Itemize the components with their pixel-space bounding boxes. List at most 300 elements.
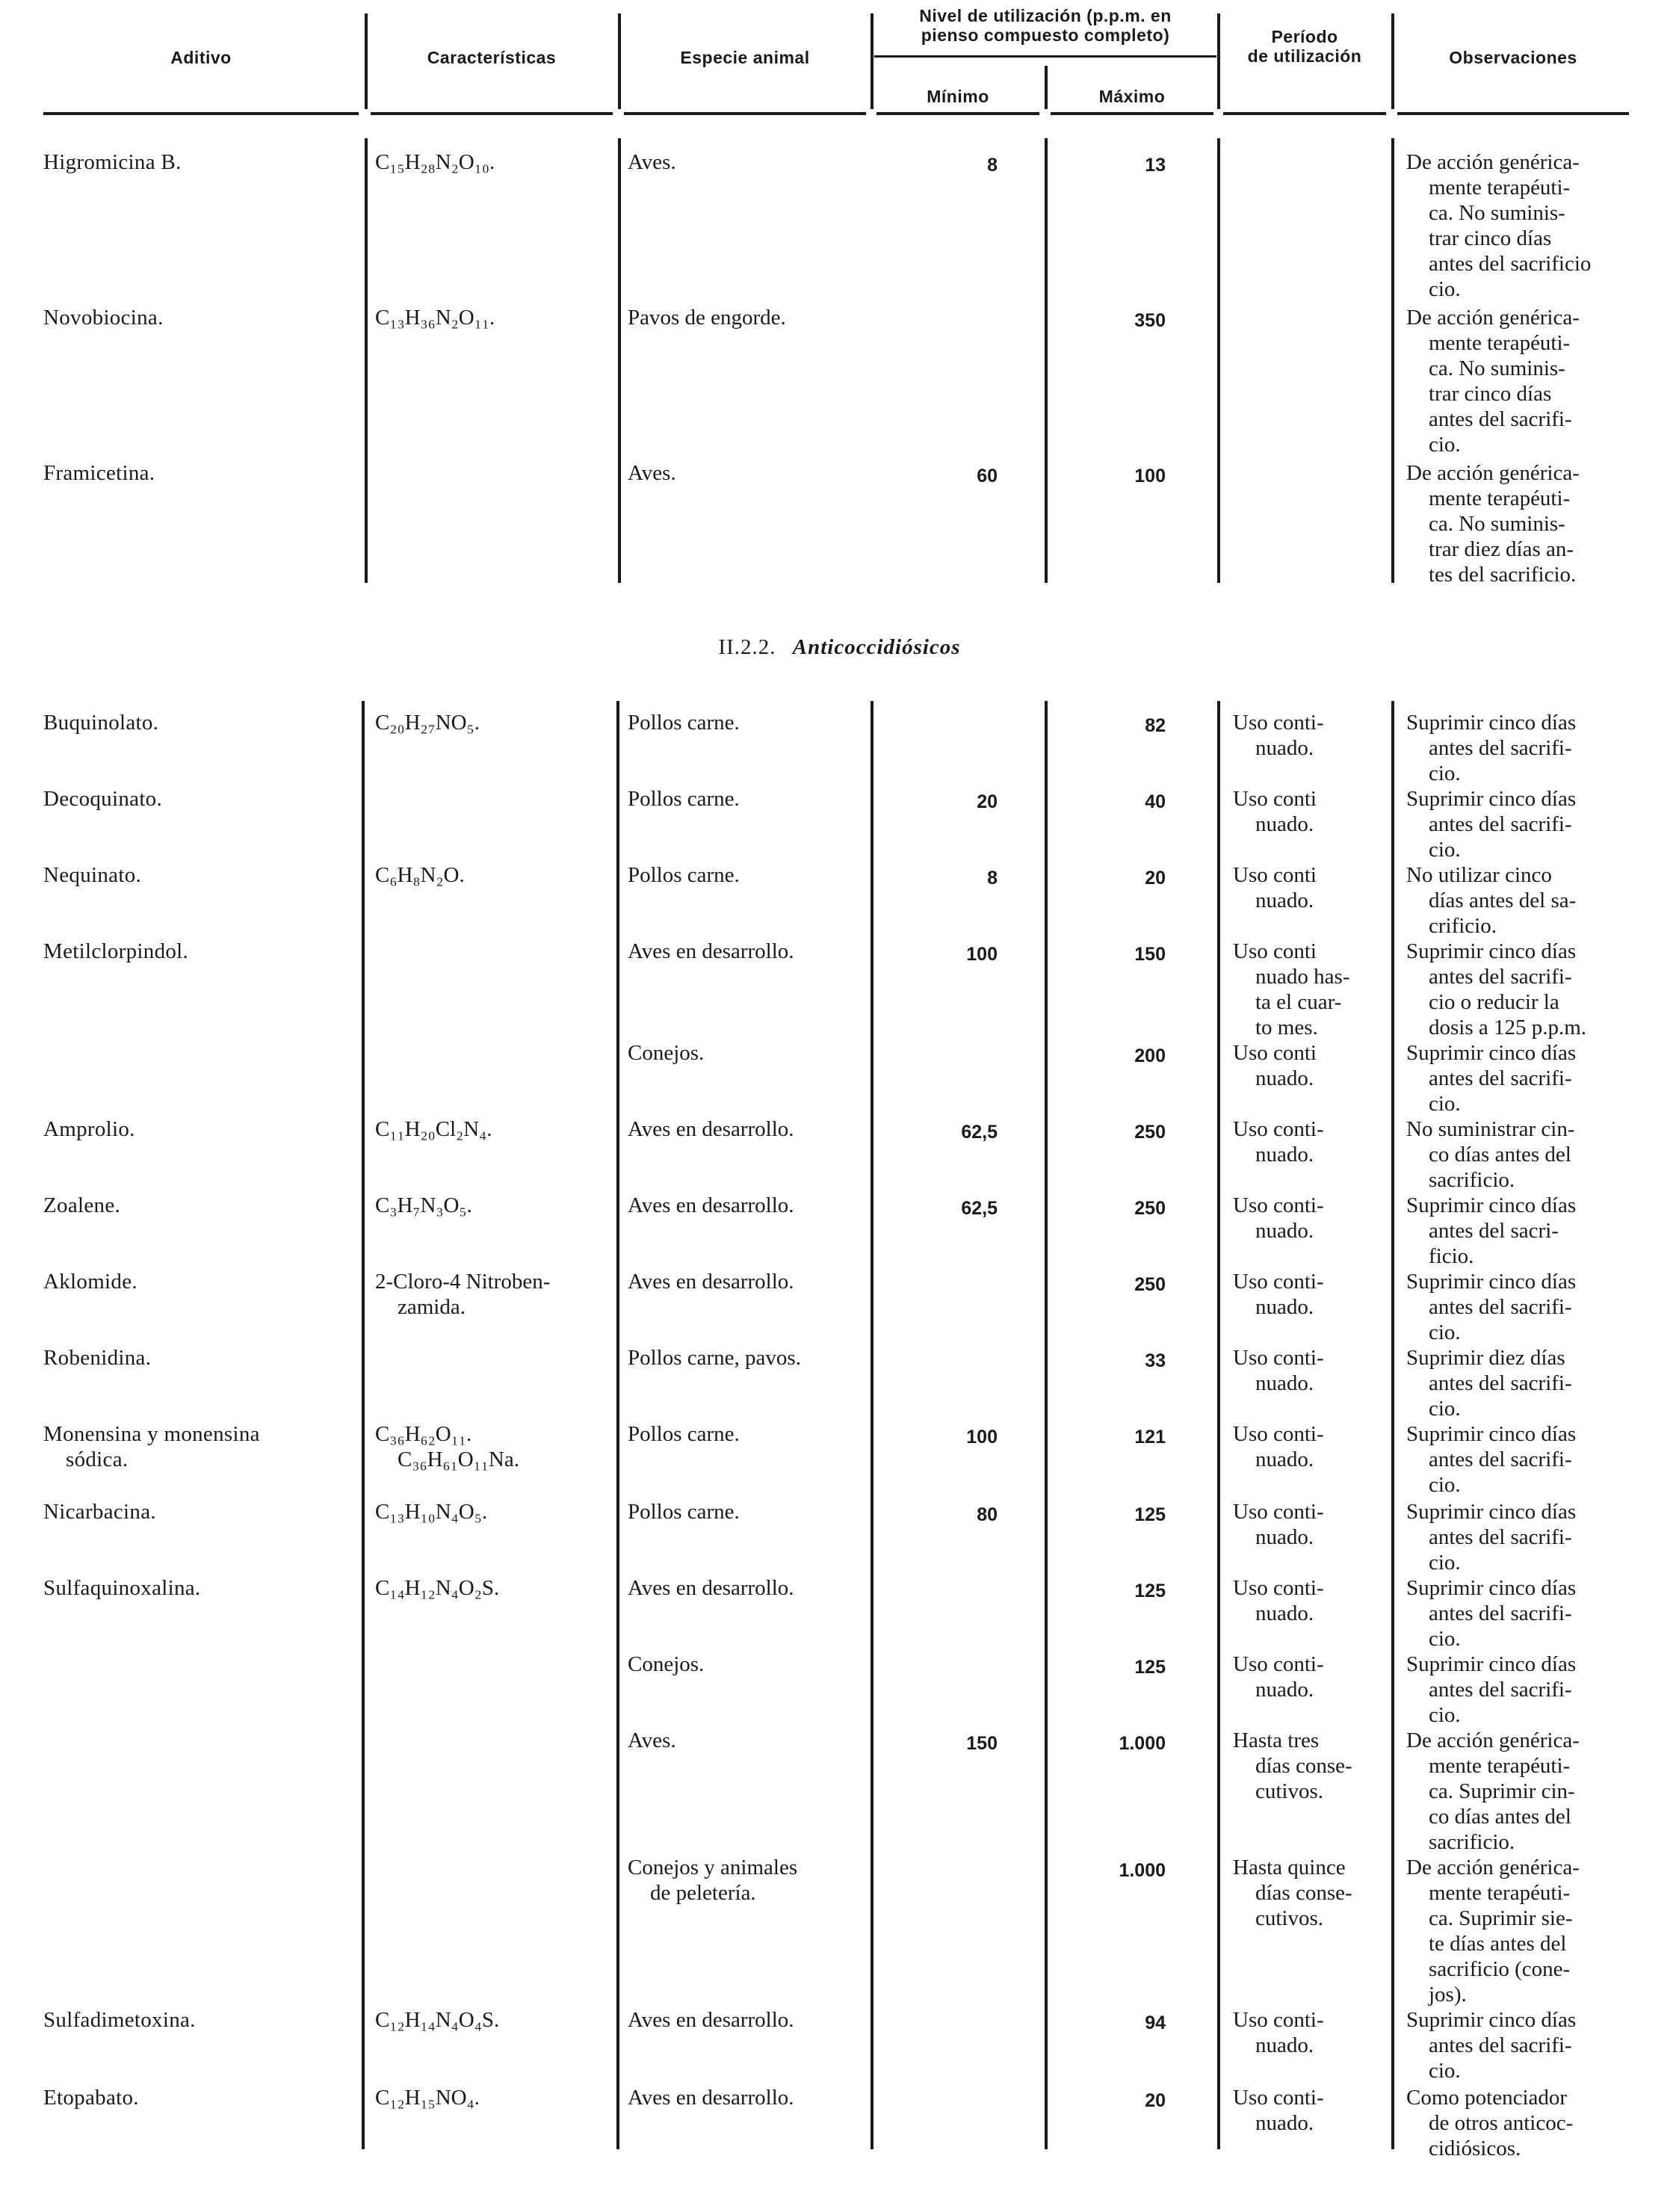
aditivo-line: Metilclorpindol.	[43, 939, 189, 963]
cell-aditivo	[43, 786, 357, 812]
periodo-line: nuado.	[1255, 1678, 1314, 1702]
cell-especie: Aves.	[628, 150, 676, 174]
cell-caracteristicas	[375, 710, 614, 735]
header-rule	[1217, 13, 1220, 109]
observaciones-line: cidiósicos.	[1429, 2137, 1521, 2160]
especie-line: Pollos carne.	[628, 787, 740, 811]
cell-maximo: 13	[1145, 155, 1166, 176]
cell-aditivo	[43, 1345, 357, 1371]
especie-line: de peletería.	[650, 1881, 756, 1905]
observaciones-line: mente terapéuti-	[1429, 176, 1571, 200]
observaciones-line: antes del sacrifi-	[1429, 1371, 1572, 1395]
cell-caracteristicas	[375, 862, 614, 888]
cell-maximo: 100	[1134, 466, 1166, 486]
aditivo-line: Nicarbacina.	[43, 1500, 156, 1524]
header-especie: Especie animal	[680, 48, 810, 67]
observaciones-line: ca. Suprimir cin-	[1429, 1779, 1575, 1803]
observaciones-line: días antes del sa-	[1429, 889, 1577, 912]
caracteristicas-line: C₁₂H₁₅NO₄.	[375, 2086, 480, 2110]
cell-minimo: 80	[977, 1504, 998, 1525]
cell-observaciones	[1406, 862, 1645, 939]
header-rule	[1391, 13, 1394, 109]
periodo-line: Uso conti-	[1233, 1270, 1324, 1294]
observaciones-line: mente terapéuti-	[1429, 1754, 1571, 1778]
cell-periodo	[1233, 786, 1394, 837]
observaciones-line: sacrificio.	[1429, 1168, 1515, 1192]
cell-periodo	[1233, 1345, 1394, 1396]
periodo-line: Uso conti-	[1233, 2008, 1324, 2032]
aditivo-line: Sulfadimetoxina.	[43, 2008, 196, 2032]
cell-periodo	[1233, 862, 1394, 913]
observaciones-line: te días antes del	[1429, 1932, 1567, 1956]
periodo-line: nuado.	[1255, 812, 1314, 836]
periodo-line: nuado.	[1255, 1219, 1314, 1243]
cell-caracteristicas	[375, 1499, 614, 1524]
column-rule	[1391, 138, 1394, 583]
especie-line: Conejos.	[628, 1652, 705, 1676]
aditivo-line: Amprolio.	[43, 1117, 135, 1141]
cell-especie	[628, 1652, 874, 1677]
cell-aditivo	[43, 1421, 357, 1472]
aditivo-line: Decoquinato.	[43, 787, 163, 811]
aditivo-line: Nequinato.	[43, 863, 142, 887]
cell-observaciones	[1406, 1421, 1645, 1498]
header-rule	[365, 13, 368, 109]
cell-especie	[628, 1269, 874, 1294]
observaciones-line: mente terapéuti-	[1429, 331, 1571, 355]
cell-especie	[628, 1421, 874, 1447]
cell-especie	[628, 2007, 874, 2033]
observaciones-line: Suprimir cinco días	[1406, 2008, 1577, 2032]
especie-line: Aves.	[628, 1728, 676, 1752]
cell-periodo	[1233, 1499, 1394, 1550]
observaciones-line: Suprimir cinco días	[1406, 711, 1577, 735]
cell-observaciones	[1406, 1499, 1645, 1575]
column-rule	[1217, 701, 1220, 2149]
observaciones-line: jos).	[1429, 1983, 1467, 2006]
observaciones-line: antes del sacri-	[1429, 1219, 1559, 1243]
periodo-line: Uso conti-	[1233, 1422, 1324, 1446]
header-bottom-rule	[876, 112, 1039, 115]
cell-maximo: 125	[1134, 1581, 1166, 1601]
cell-caracteristicas	[375, 1421, 614, 1472]
cell-maximo: 125	[1134, 1504, 1166, 1525]
especie-line: Pollos carne, pavos.	[628, 1346, 801, 1370]
especie-line: Conejos y animales	[628, 1856, 798, 1879]
cell-minimo: 100	[966, 944, 998, 965]
especie-line: Aves en desarrollo.	[628, 1193, 794, 1217]
column-rule	[1045, 138, 1048, 583]
cell-especie: Pavos de engorde.	[628, 306, 786, 330]
caracteristicas-line: zamida.	[398, 1295, 466, 1319]
cell-especie	[628, 1728, 874, 1753]
periodo-line: nuado.	[1255, 1525, 1314, 1549]
cell-observaciones	[1406, 1728, 1645, 1855]
periodo-line: nuado.	[1255, 889, 1314, 912]
observaciones-line: No suministrar cin-	[1406, 1117, 1575, 1141]
periodo-line: Hasta quince	[1233, 1856, 1346, 1879]
periodo-line: nuado.	[1255, 1448, 1314, 1471]
observaciones-line: antes del sacrifi-	[1429, 965, 1572, 989]
cell-maximo: 33	[1145, 1350, 1166, 1371]
cell-especie: Aves.	[628, 461, 676, 485]
cell-especie	[628, 710, 874, 735]
observaciones-line: antes del sacrifi-	[1429, 1601, 1572, 1625]
observaciones-line: trar diez días an-	[1429, 537, 1574, 561]
observaciones-line: mente terapéuti-	[1429, 486, 1571, 510]
cell-minimo: 100	[966, 1427, 998, 1448]
cell-periodo	[1233, 1040, 1394, 1091]
observaciones-line: Suprimir cinco días	[1406, 1422, 1577, 1446]
periodo-line: días conse-	[1255, 1881, 1352, 1905]
observaciones-line: Suprimir cinco días	[1406, 1041, 1577, 1065]
caracteristicas-line: C₂₀H₂₇NO₅.	[375, 711, 480, 735]
observaciones-line: cio.	[1429, 1092, 1461, 1116]
cell-aditivo: Novobiocina.	[43, 306, 164, 330]
observaciones-line: cio.	[1429, 1551, 1461, 1575]
observaciones-line: ca. Suprimir sie-	[1429, 1906, 1573, 1930]
cell-maximo: 94	[1145, 2012, 1166, 2033]
observaciones-line: Suprimir cinco días	[1406, 939, 1577, 963]
observaciones-line: De acción genérica-	[1406, 1728, 1580, 1752]
observaciones-line: cio.	[1429, 1627, 1461, 1651]
especie-line: Pollos carne.	[628, 863, 740, 887]
observaciones-line: Suprimir cinco días	[1406, 1193, 1577, 1217]
cell-aditivo	[43, 862, 357, 888]
cell-observaciones	[1406, 2085, 1645, 2161]
header-caracteristicas: Características	[427, 48, 557, 67]
observaciones-line: cio.	[1429, 2059, 1461, 2083]
observaciones-line: trar cinco días	[1429, 226, 1552, 250]
header-nivel-line2: pienso compuesto completo)	[921, 25, 1170, 45]
observaciones-line: mente terapéuti-	[1429, 1881, 1571, 1905]
cell-periodo	[1233, 1193, 1394, 1244]
cell-minimo: 60	[977, 466, 998, 486]
aditivo-line: sódica.	[66, 1448, 129, 1471]
header-subrule	[874, 55, 1216, 58]
observaciones-line: antes del sacrifi-	[1429, 1066, 1572, 1090]
periodo-line: nuado.	[1255, 736, 1314, 760]
header-periodo	[1223, 27, 1386, 66]
cell-maximo: 150	[1134, 944, 1166, 965]
header-rule	[1045, 66, 1048, 109]
cell-aditivo	[43, 939, 357, 964]
section-heading	[0, 635, 1679, 660]
header-rule	[871, 13, 873, 109]
periodo-line: nuado.	[1255, 1066, 1314, 1090]
periodo-line: cutivos.	[1255, 1779, 1324, 1803]
aditivo-line: Sulfaquinoxalina.	[43, 1576, 201, 1600]
cell-aditivo: Framicetina.	[43, 461, 155, 485]
periodo-line: Uso conti	[1233, 939, 1317, 963]
especie-line: Pollos carne.	[628, 1422, 740, 1446]
cell-maximo: 250	[1134, 1122, 1166, 1143]
periodo-line: Uso conti-	[1233, 711, 1324, 735]
periodo-line: nuado.	[1255, 2033, 1314, 2057]
observaciones-line: cio.	[1429, 761, 1461, 785]
caracteristicas-line: C₁₁H₂₀Cl₂N₄.	[375, 1117, 492, 1141]
cell-aditivo	[43, 1116, 357, 1142]
header-bottom-rule	[1223, 112, 1386, 115]
cell-periodo	[1233, 2085, 1394, 2136]
periodo-line: Hasta tres	[1233, 1728, 1320, 1752]
column-rule	[362, 701, 365, 2149]
observaciones-line: sacrificio.	[1429, 1830, 1515, 1854]
aditivo-line: Buquinolato.	[43, 711, 159, 735]
caracteristicas-line: 2-Cloro-4 Nitroben-	[375, 1270, 551, 1294]
cell-maximo: 82	[1145, 715, 1166, 736]
column-rule	[1217, 138, 1220, 583]
periodo-line: Uso conti-	[1233, 1346, 1324, 1370]
especie-line: Aves en desarrollo.	[628, 939, 794, 963]
cell-maximo: 200	[1134, 1045, 1166, 1066]
header-minimo: Mínimo	[927, 87, 989, 106]
observaciones-line: antes del sacrifi-	[1429, 2033, 1572, 2057]
cell-observaciones	[1406, 1040, 1645, 1116]
cell-especie	[628, 939, 874, 964]
periodo-line: Uso conti-	[1233, 1117, 1324, 1141]
cell-periodo	[1233, 710, 1394, 761]
periodo-line: cutivos.	[1255, 1906, 1324, 1930]
cell-maximo: 250	[1134, 1198, 1166, 1219]
especie-line: Pollos carne.	[628, 711, 740, 735]
especie-line: Conejos.	[628, 1041, 705, 1065]
section-number: II.2.2.	[718, 635, 776, 659]
observaciones-line: Suprimir cinco días	[1406, 1500, 1577, 1524]
periodo-line: nuado.	[1255, 1371, 1314, 1395]
cell-especie	[628, 2085, 874, 2110]
header-bottom-rule	[43, 112, 359, 115]
cell-especie	[628, 1575, 874, 1601]
cell-aditivo	[43, 2085, 357, 2110]
cell-minimo: 62,5	[961, 1122, 998, 1143]
cell-caracteristicas	[375, 2085, 614, 2110]
cell-periodo	[1233, 1652, 1394, 1702]
header-bottom-rule	[371, 112, 613, 115]
cell-maximo: 121	[1134, 1427, 1166, 1448]
cell-especie	[628, 862, 874, 888]
observaciones-line: de otros anticoc-	[1429, 2111, 1574, 2135]
cell-periodo	[1233, 1728, 1394, 1804]
cell-observaciones	[1406, 1652, 1645, 1728]
observaciones-line: Suprimir cinco días	[1406, 1652, 1577, 1676]
cell-especie	[628, 1116, 874, 1142]
caracteristicas-line: C₁₂H₁₄N₄O₄S.	[375, 2008, 500, 2032]
header-periodo-line2: de utilización	[1247, 46, 1362, 66]
observaciones-line: ca. No suminis-	[1429, 512, 1565, 536]
aditivo-line: Etopabato.	[43, 2086, 139, 2110]
observaciones-line: antes del sacrifi-	[1429, 1295, 1572, 1319]
cell-aditivo: Higromicina B.	[43, 150, 182, 174]
cell-maximo: 125	[1134, 1657, 1166, 1678]
cell-maximo: 20	[1145, 2090, 1166, 2111]
caracteristicas-line: C₃₆H₆₁O₁₁Na.	[398, 1448, 519, 1471]
observaciones-line: cio.	[1429, 433, 1461, 457]
especie-line: Aves en desarrollo.	[628, 2008, 794, 2032]
header-maximo: Máximo	[1098, 87, 1166, 106]
observaciones-line: antes del sacrifi-	[1429, 1678, 1572, 1702]
cell-especie	[628, 1040, 874, 1066]
cell-aditivo	[43, 1193, 357, 1218]
observaciones-line: trar cinco días	[1429, 382, 1552, 406]
cell-caracteristicas	[375, 1575, 614, 1601]
cell-observaciones	[1406, 2007, 1645, 2083]
observaciones-line: sacrificio (cone-	[1429, 1957, 1571, 1981]
periodo-line: ta el cuar-	[1255, 990, 1342, 1014]
observaciones-line: Suprimir cinco días	[1406, 1576, 1577, 1600]
cell-caracteristicas	[375, 1116, 614, 1142]
periodo-line: nuado.	[1255, 1295, 1314, 1319]
cell-aditivo	[43, 1575, 357, 1601]
observaciones-line: Suprimir cinco días	[1406, 787, 1577, 811]
observaciones-line: dosis a 125 p.p.m.	[1429, 1016, 1587, 1039]
observaciones-line: antes del sacrifi-	[1429, 1525, 1572, 1549]
periodo-line: Uso conti-	[1233, 1652, 1324, 1676]
observaciones-line: antes del sacrifi-	[1429, 1448, 1572, 1471]
periodo-line: Uso conti-	[1233, 1576, 1324, 1600]
cell-maximo: 40	[1145, 791, 1166, 812]
observaciones-line: De acción genérica-	[1406, 1856, 1580, 1879]
cell-observaciones	[1406, 460, 1645, 587]
observaciones-line: cio.	[1429, 1397, 1461, 1421]
aditivo-line: Zoalene.	[43, 1193, 121, 1217]
observaciones-line: co días antes del	[1429, 1143, 1571, 1167]
cell-observaciones	[1406, 710, 1645, 786]
periodo-line: nuado.	[1255, 2111, 1314, 2135]
observaciones-line: De acción genérica-	[1406, 150, 1580, 174]
aditivo-line: Robenidina.	[43, 1346, 152, 1370]
cell-periodo	[1233, 1855, 1394, 1931]
observaciones-line: Suprimir cinco días	[1406, 1270, 1577, 1294]
column-rule	[616, 701, 619, 2149]
periodo-line: Uso conti-	[1233, 1500, 1324, 1524]
cell-especie	[628, 1193, 874, 1218]
cell-especie	[628, 1855, 874, 1906]
observaciones-line: Suprimir diez días	[1406, 1346, 1565, 1370]
cell-maximo: 20	[1145, 868, 1166, 889]
especie-line: Aves en desarrollo.	[628, 1117, 794, 1141]
cell-observaciones	[1406, 1193, 1645, 1269]
cell-aditivo	[43, 1499, 357, 1524]
observaciones-line: De acción genérica-	[1406, 461, 1580, 485]
periodo-line: días conse-	[1255, 1754, 1352, 1778]
header-nivel-line1: Nivel de utilización (p.p.m. en	[919, 6, 1172, 25]
cell-especie	[628, 1345, 874, 1371]
especie-line: Pollos carne.	[628, 1500, 740, 1524]
cell-aditivo	[43, 2007, 357, 2033]
periodo-line: Uso conti	[1233, 787, 1317, 811]
cell-periodo	[1233, 1421, 1394, 1472]
cell-caracteristicas: C₁₅H₂₈N₂O₁₀.	[375, 150, 495, 174]
caracteristicas-line: C₁₄H₁₂N₄O₂S.	[375, 1576, 500, 1600]
caracteristicas-line: C₁₃H₁₀N₄O₅.	[375, 1500, 488, 1524]
periodo-line: nuado.	[1255, 1601, 1314, 1625]
periodo-line: to mes.	[1255, 1016, 1318, 1039]
cell-caracteristicas	[375, 1269, 614, 1320]
caracteristicas-line: C₃₆H₆₂O₁₁.	[375, 1422, 472, 1446]
cell-aditivo	[43, 1269, 357, 1294]
aditivo-line: Aklomide.	[43, 1270, 137, 1294]
column-rule	[365, 138, 368, 583]
header-periodo-line1: Período	[1271, 27, 1338, 46]
observaciones-line: De acción genérica-	[1406, 306, 1580, 330]
cell-observaciones	[1406, 1575, 1645, 1652]
observaciones-line: No utilizar cinco	[1406, 863, 1552, 887]
column-rule	[618, 138, 621, 583]
cell-minimo: 150	[966, 1733, 998, 1754]
periodo-line: Uso conti-	[1233, 1193, 1324, 1217]
cell-maximo: 250	[1134, 1274, 1166, 1295]
cell-minimo: 20	[977, 791, 998, 812]
observaciones-line: cio o reducir la	[1429, 990, 1559, 1014]
header-observaciones: Observaciones	[1449, 48, 1577, 67]
periodo-line: Uso conti	[1233, 863, 1317, 887]
caracteristicas-line: C₆H₈N₂O.	[375, 863, 465, 887]
observaciones-line: cio.	[1429, 1320, 1461, 1344]
observaciones-line: cio.	[1429, 1703, 1461, 1727]
cell-periodo	[1233, 939, 1394, 1040]
observaciones-line: antes del sacrifi-	[1429, 812, 1572, 836]
cell-periodo	[1233, 1575, 1394, 1626]
cell-especie	[628, 786, 874, 812]
cell-aditivo	[43, 710, 357, 735]
cell-caracteristicas	[375, 1193, 614, 1218]
periodo-line: Uso conti-	[1233, 2086, 1324, 2110]
periodo-line: nuado.	[1255, 1143, 1314, 1167]
cell-observaciones	[1406, 1345, 1645, 1421]
column-rule	[1045, 701, 1048, 2149]
cell-observaciones	[1406, 1116, 1645, 1193]
header-bottom-rule	[1397, 112, 1629, 115]
cell-observaciones	[1406, 939, 1645, 1040]
especie-line: Aves en desarrollo.	[628, 2086, 794, 2110]
section-title: Anticoccidiósicos	[792, 635, 961, 659]
header-bottom-rule	[624, 112, 866, 115]
observaciones-line: crificio.	[1429, 914, 1497, 938]
especie-line: Aves en desarrollo.	[628, 1576, 794, 1600]
cell-minimo: 8	[987, 868, 998, 889]
cell-periodo	[1233, 2007, 1394, 2058]
cell-minimo: 62,5	[961, 1198, 998, 1219]
cell-especie	[628, 1499, 874, 1524]
observaciones-line: Como potenciador	[1406, 2086, 1568, 2110]
observaciones-line: antes del sacrifi-	[1429, 736, 1572, 760]
observaciones-line: cio.	[1429, 277, 1461, 301]
cell-maximo: 1.000	[1119, 1733, 1166, 1754]
observaciones-line: ca. No suminis-	[1429, 356, 1565, 380]
observaciones-line: co días antes del	[1429, 1805, 1571, 1829]
periodo-line: nuado has-	[1255, 965, 1350, 989]
observaciones-line: cio.	[1429, 838, 1461, 862]
cell-periodo	[1233, 1116, 1394, 1167]
observaciones-line: ca. No suminis-	[1429, 201, 1565, 225]
header-rule	[618, 13, 621, 109]
header-aditivo: Aditivo	[170, 48, 232, 67]
caracteristicas-line: C₃H₇N₃O₅.	[375, 1193, 472, 1217]
cell-caracteristicas	[375, 2007, 614, 2033]
cell-caracteristicas: C₁₃H₃₆N₂O₁₁.	[375, 306, 495, 330]
observaciones-line: ficio.	[1429, 1244, 1474, 1268]
periodo-line: Uso conti	[1233, 1041, 1317, 1065]
cell-observaciones	[1406, 786, 1645, 862]
cell-observaciones	[1406, 305, 1645, 457]
observaciones-line: antes del sacrificio	[1429, 252, 1592, 276]
cell-observaciones	[1406, 1269, 1645, 1345]
observaciones-line: tes del sacrificio.	[1429, 563, 1577, 587]
cell-maximo: 1.000	[1119, 1860, 1166, 1881]
cell-periodo	[1233, 1269, 1394, 1320]
observaciones-line: cio.	[1429, 1473, 1461, 1497]
